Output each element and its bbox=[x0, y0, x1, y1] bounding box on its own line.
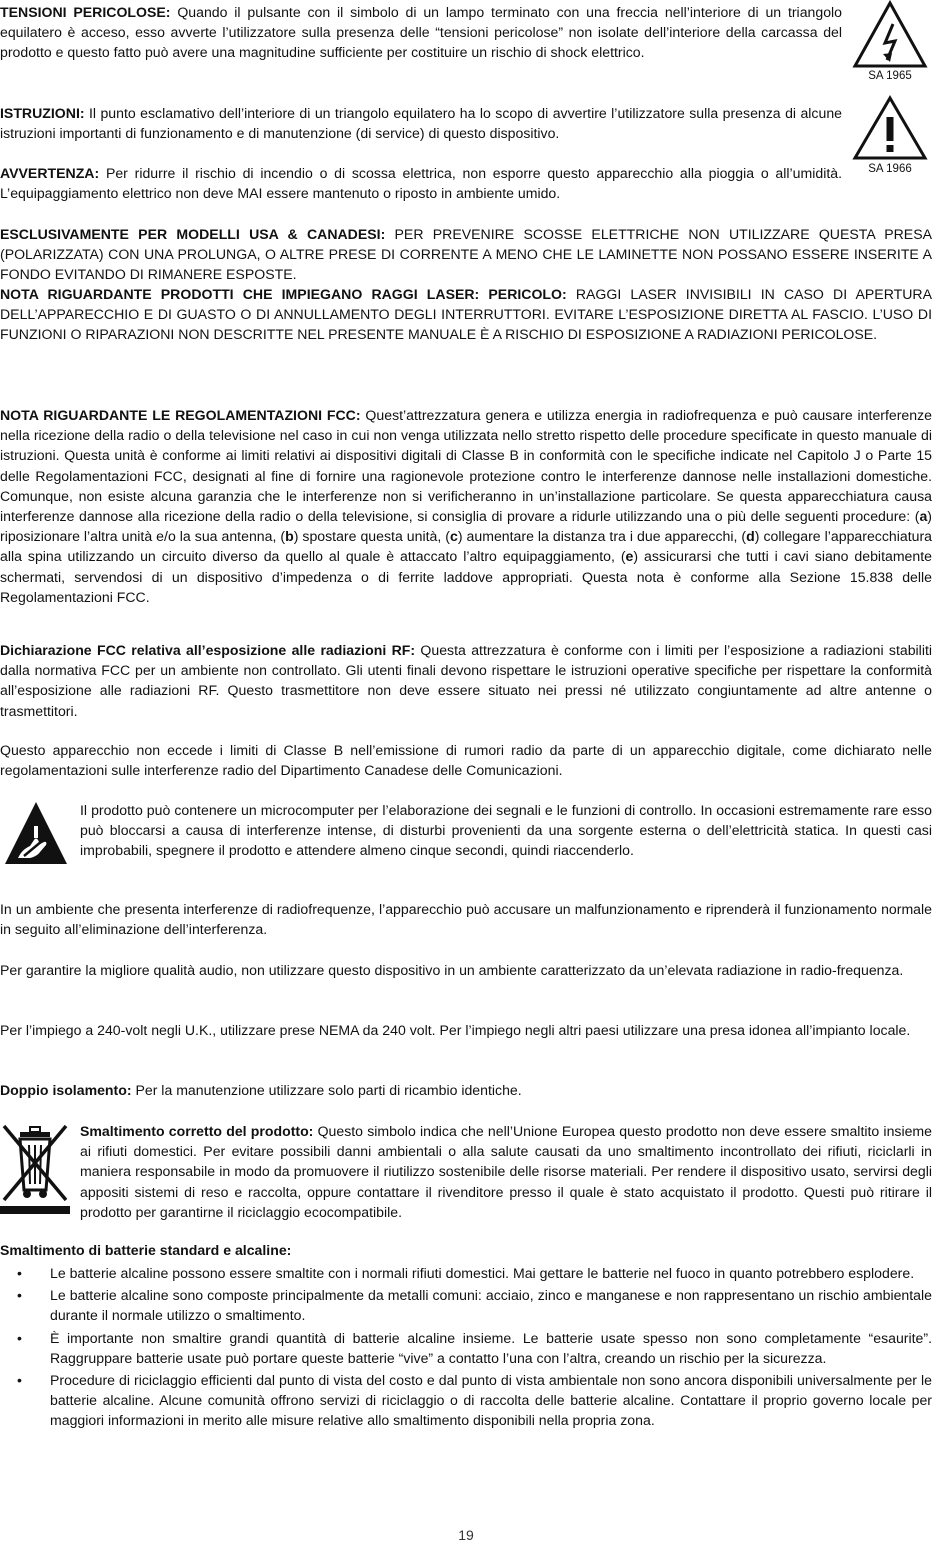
list-item: • Procedure di riciclaggio efficienti dal punto di vista del costo e dal punto di vista ambientale non sono ancora disponibili universalmente per le batterie alcaline. Alcune comunità offrono servizi di riciclaggio o di raccolta delle batterie alcaline. Contattare il proprio governo locale per maggiori informazioni in merito alle misure relative allo smaltimento disponibili nella propria zona. bbox=[17, 1372, 932, 1429]
battery-disposal-heading: Smaltimento di batterie standard e alcaline: bbox=[0, 1242, 292, 1258]
avvertenza-paragraph: AVVERTENZA: Per ridurre il rischio di incendio o di scossa elettrica, non esporre questo apparecchio alla pioggia o all’umidità. L’equipaggiamento elettrico non deve MAI essere mantenuto o riposto in ambiente umido. bbox=[0, 165, 842, 202]
laser-paragraph: NOTA RIGUARDANTE PRODOTTI CHE IMPIEGANO RAGGI LASER: PERICOLO: RAGGI LASER INVISIBILI IN CASO DI APERTURA DELL’APPARECCHIO E DI GUASTO O DI ANNULLAMENTO DEGLI INTERRUTTORI. EVITARE L’ESPOSIZIONE DIRETTA AL FASCIO. L’USO DI FUNZIONI O RIPARAZIONI NON DESCRITTE NEL PRESENTE MANUALE È A RISCHIO DI ESPOSIZIONE A RADIAZIONI PERICOLOSE. bbox=[0, 286, 932, 343]
list-item: • Le batterie alcaline possono essere smaltite con i normali rifiuti domestici. Mai gettare le batterie nel fuoco in quanto potrebbero esplodere. bbox=[0, 1263, 932, 1283]
fcc-paragraph: NOTA RIGUARDANTE LE REGOLAMENTAZIONI FCC: Quest’attrezzatura genera e utilizza energia in radiofrequenza e può causare interferenze nella ricezione della radio o della televisione nel caso in cui non venga utilizzata nello stretto rispetto delle procedure specificate in questo manuale di istruzioni. Questa unità è conforme ai limiti relativi ai dispositivi digitali di Classe B in conformità con le specifiche indicate nel Capitolo J o Parte 15 delle Regolamentazioni FCC, designati al fine di fornire una ragionevole protezione contro le interferenze dannose nelle installazioni domestiche. Comunque, non esiste alcuna garanzia che le interferenze non si verificheranno in un’installazione particolare. Se questa apparecchiatura causa interferenze dannose alla ricezione della radio o della televisione, si consiglia di provare a ridurle utilizzando una o più delle seguenti procedure: (a) riposizionare l’altra unità e/o la sua antenna, (b) spostare questa unità, (c) aumentare la distanza tra i due apparecchi, (d) collegare l’apparecchiatura alla spina utilizzando un circuito diverso da quello al quale è attaccato l’altro equipaggiamento, (e) assicurarsi che tutti i cavi siano debitamente schermati, servendosi di un dispositivo d’impedenza o di ferrite laddove appropriati. Questa nota è conforme alla Sezione 15.838 delle Regolamentazioni FCC. bbox=[0, 407, 932, 605]
crossed-bin-icon bbox=[0, 1120, 70, 1221]
icon-caption-sa1965: SA 1965 bbox=[868, 70, 912, 82]
weee-disposal-paragraph: Smaltimento corretto del prodotto: Questo simbolo indica che nell’Unione Europea questo prodotto non deve essere smaltito insieme ai rifiuti domestici. Per evitare possibili danni ambientali o alla salute causati da uno smaltimento incontrollato dei rifiuti, riciclarli in maniera responsabile in modo da promuovere il riutilizzo sostenibile delle risorse materiali. Per rendere il dispositivo usato, servirsi degli appositi sistemi di reso e raccolta, oppure contattare il rivenditore presso il quale è stato acquistato il prodotto. Questi può ritirare il prodotto per garantirne il riciclaggio ecocompatibile. bbox=[80, 1123, 932, 1220]
esd-paragraph: Il prodotto può contenere un microcomputer per l’elaborazione dei segnali e le funzioni di controllo. In occasioni estremamente rare esso può bloccarsi a causa di interferenze intense, di disturbi provenienti da una sorgente esterna o dell’elettricità statica. In questi casi improbabili, spegnere il prodotto e attendere almeno cinque secondi, quindi riaccenderlo. bbox=[80, 802, 932, 859]
page-number: 19 bbox=[458, 1527, 474, 1543]
list-item: • È importante non smaltire grandi quantità di batterie alcaline insieme. Le batterie usate spesso non sono completamente “esaurite”. Raggruppare batterie usate può portare queste batterie “vive” a contatto l’una con l’altra, creando un rischio per la sicurezza. bbox=[17, 1329, 932, 1366]
usa-canada-paragraph: ESCLUSIVAMENTE PER MODELLI USA & CANADESI: PER PREVENIRE SCOSSE ELETTRICHE NON UTILIZZARE QUESTA PRESA (POLARIZZATA) CON UNA PROLUNGA, O ALTRE PRESE DI CORRENTE A MENO CHE LE LAMINETTE NON POSSANO ESSERE INSERITE A FONDO EVITANDO DI RIMANERE ESPOSTE. bbox=[0, 226, 932, 283]
bullet-icon: • bbox=[17, 1372, 22, 1389]
tensioni-pericolose-paragraph: TENSIONI PERICOLOSE: Quando il pulsante con il simbolo di un lampo terminato con una freccia nell’interiore di un triangolo equilatero è acceso, esso avverte l’utilizzatore sulla presenza delle “tensioni pericolose” non isolate dell’interiore della carcassa del prodotto e questo fatto può avere una magnitudine sufficiente per costituire un rischio di shock elettrico. bbox=[0, 4, 843, 61]
radio-interference-paragraph: In un ambiente che presenta interferenze di radiofrequenze, l’apparecchio può accusare un malfunzionamento e riprenderà il funzionamento normale in seguito all’eliminazione dell’interferenza. bbox=[0, 901, 932, 938]
bullet-icon: • bbox=[17, 1265, 22, 1281]
list-item: • Le batterie alcaline sono composte principalmente da metalli comuni: acciaio, zinco e manganese e non rappresentano un rischio ambientale durante il normale utilizzo o smaltimento. bbox=[17, 1287, 932, 1324]
icon-caption-sa1966: SA 1966 bbox=[868, 163, 912, 175]
audio-quality-paragraph: Per garantire la migliore qualità audio, non utilizzare questo dispositivo in un ambiente caratterizzato da un’elevata radiazione in radio-frequenza. bbox=[0, 962, 904, 978]
bullet-icon: • bbox=[17, 1329, 22, 1346]
exclamation-triangle-icon bbox=[852, 95, 928, 166]
istruzioni-paragraph: ISTRUZIONI: Il punto esclamativo dell’interiore di un triangolo equilatero ha lo scopo di avvertire l’utilizzatore sulla presenza di alcune istruzioni importanti di funzionamento e di manutenzione (di service) di questo dispositivo. bbox=[0, 105, 842, 142]
class-b-paragraph: Questo apparecchio non eccede i limiti di Classe B nell’emissione di rumori radio da parte di un apparecchio digitale, come dichiarato nelle regolamentazioni sulle interferenze radio del Dipartimento Canadese delle Comunicazioni. bbox=[0, 742, 932, 779]
uk-voltage-paragraph: Per l’impiego a 240-volt negli U.K., utilizzare prese NEMA da 240 volt. Per l’impiego negli altri paesi utilizzare una presa idonea all’impianto locale. bbox=[0, 1022, 911, 1038]
battery-disposal-list bbox=[0, 1263, 932, 1433]
bullet-icon: • bbox=[17, 1287, 22, 1304]
lightning-triangle-icon bbox=[852, 0, 928, 73]
esd-warning-icon bbox=[4, 800, 68, 871]
rf-exposure-paragraph: Dichiarazione FCC relativa all’esposizione alle radiazioni RF: Questa attrezzatura è conforme con i limiti per l’esposizione a radiazioni stabiliti dalla normativa FCC per un ambiente non controllato. Gli utenti finali devono rispettare le istruzioni operative specifiche per rispettare la conformità all’esposizione alle radiazioni RF. Questo trasmettitore non deve essere situato nei pressi né utilizzato congiuntamente ad altre antenne o trasmettitori. bbox=[0, 642, 932, 719]
double-insulation-paragraph: Doppio isolamento: Per la manutenzione utilizzare solo parti di ricambio identiche. bbox=[0, 1082, 522, 1098]
